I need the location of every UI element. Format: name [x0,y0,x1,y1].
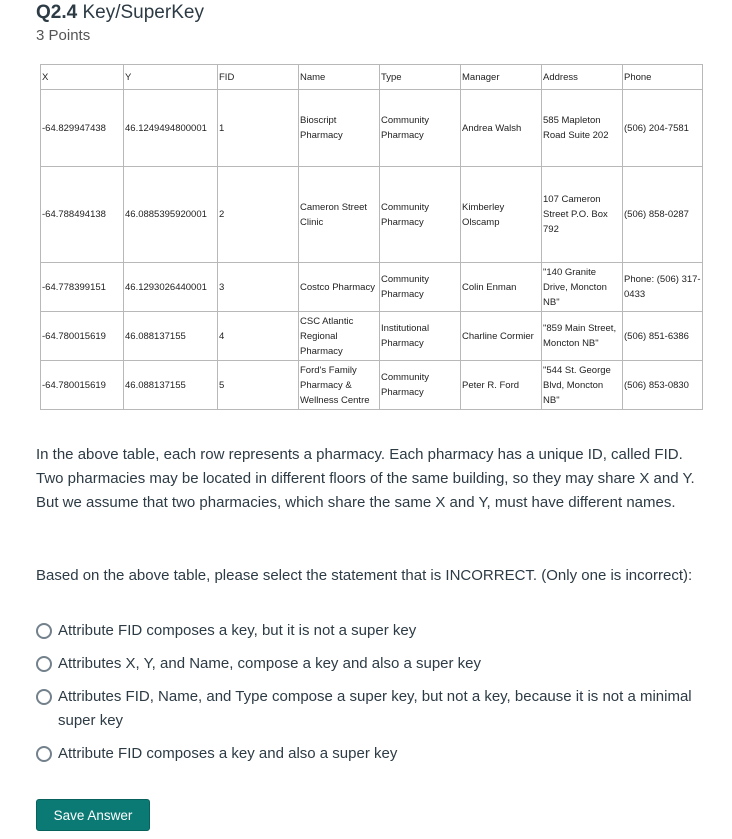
save-answer-button[interactable]: Save Answer [36,799,150,831]
table-cell: 4 [218,312,299,361]
table-cell: -64.780015619 [41,361,124,410]
table-cell: 5 [218,361,299,410]
table-cell: "140 Granite Drive, Moncton NB" [542,263,623,312]
table-cell: 3 [218,263,299,312]
table-cell: Kimberley Olscamp [461,167,542,263]
question-points: 3 Points [36,27,91,44]
table-cell: 46.088137155 [124,361,218,410]
table-cell: Community Pharmacy [380,263,461,312]
table-cell: 1 [218,90,299,167]
radio-button[interactable] [36,746,52,762]
radio-button[interactable] [36,623,52,639]
table-cell: 46.0885395920001 [124,167,218,263]
table-cell: (506) 858-0287 [623,167,703,263]
table-cell: 46.1249494800001 [124,90,218,167]
table-cell: Peter R. Ford [461,361,542,410]
answer-option[interactable] [36,742,696,766]
table-cell: Andrea Walsh [461,90,542,167]
table-cell: Cameron Street Clinic [299,167,380,263]
table-cell: (506) 204-7581 [623,90,703,167]
table-row [41,263,703,312]
column-header: X [41,65,124,90]
column-header: Manager [461,65,542,90]
column-header: Name [299,65,380,90]
table-cell: Phone: (506) 317-0433 [623,263,703,312]
table-cell: Community Pharmacy [380,167,461,263]
table-row [41,361,703,410]
answer-option[interactable] [36,685,696,733]
table-cell: (506) 853-0830 [623,361,703,410]
table-cell: -64.778399151 [41,263,124,312]
table-cell: CSC Atlantic Regional Pharmacy [299,312,380,361]
table-cell: -64.829947438 [41,90,124,167]
table-cell: Costco Pharmacy [299,263,380,312]
table-cell: 107 Cameron Street P.O. Box 792 [542,167,623,263]
question-number: Q2.4 [36,2,78,23]
table-cell: -64.788494138 [41,167,124,263]
table-row [41,167,703,263]
table-cell: Community Pharmacy [380,361,461,410]
answer-option[interactable] [36,652,696,676]
table-row [41,90,703,167]
table-cell: "544 St. George Blvd, Moncton NB" [542,361,623,410]
table-cell: (506) 851-6386 [623,312,703,361]
table-cell: 46.088137155 [124,312,218,361]
table-cell: 46.1293026440001 [124,263,218,312]
table-cell: Institutional Pharmacy [380,312,461,361]
column-header: Phone [623,65,703,90]
option-label: Attributes X, Y, and Name, compose a key and also a super key [58,655,482,672]
table-cell: 585 Mapleton Road Suite 202 [542,90,623,167]
table-cell: "859 Main Street, Moncton NB" [542,312,623,361]
column-header: Address [542,65,623,90]
table-cell: Ford's Family Pharmacy & Wellness Centre [299,361,380,410]
table-cell: -64.780015619 [41,312,124,361]
table-cell: Charline Cormier [461,312,542,361]
option-label: Attribute FID composes a key and also a super key [58,745,398,762]
table-cell: 2 [218,167,299,263]
prompt-text: Based on the above table, please select the statement that is INCORRECT. (Only one is incorrect): [36,567,693,584]
table-row [41,312,703,361]
column-header: Type [380,65,461,90]
description-text: In the above table, each row represents a pharmacy. Each pharmacy has a unique ID, called FID. Two pharmacies may be located in different floors of the same building, so they may share X and Y. But we assume that two pharmacies, which share the same X and Y, must have different names. [36,446,695,511]
column-header: Y [124,65,218,90]
option-label: Attribute FID composes a key, but it is not a super key [58,622,417,639]
column-header: FID [218,65,299,90]
pharmacy-table [40,64,703,410]
option-label: Attributes FID, Name, and Type compose a super key, but not a key, because it is not a minimal super key [58,688,692,729]
table-cell: Bioscript Pharmacy [299,90,380,167]
radio-button[interactable] [36,656,52,672]
table-cell: Community Pharmacy [380,90,461,167]
question-title [36,2,204,24]
question-title-text: Key/SuperKey [82,2,204,23]
table-header-row [41,65,703,90]
answer-option[interactable] [36,619,696,643]
radio-button[interactable] [36,689,52,705]
table-cell: Colin Enman [461,263,542,312]
